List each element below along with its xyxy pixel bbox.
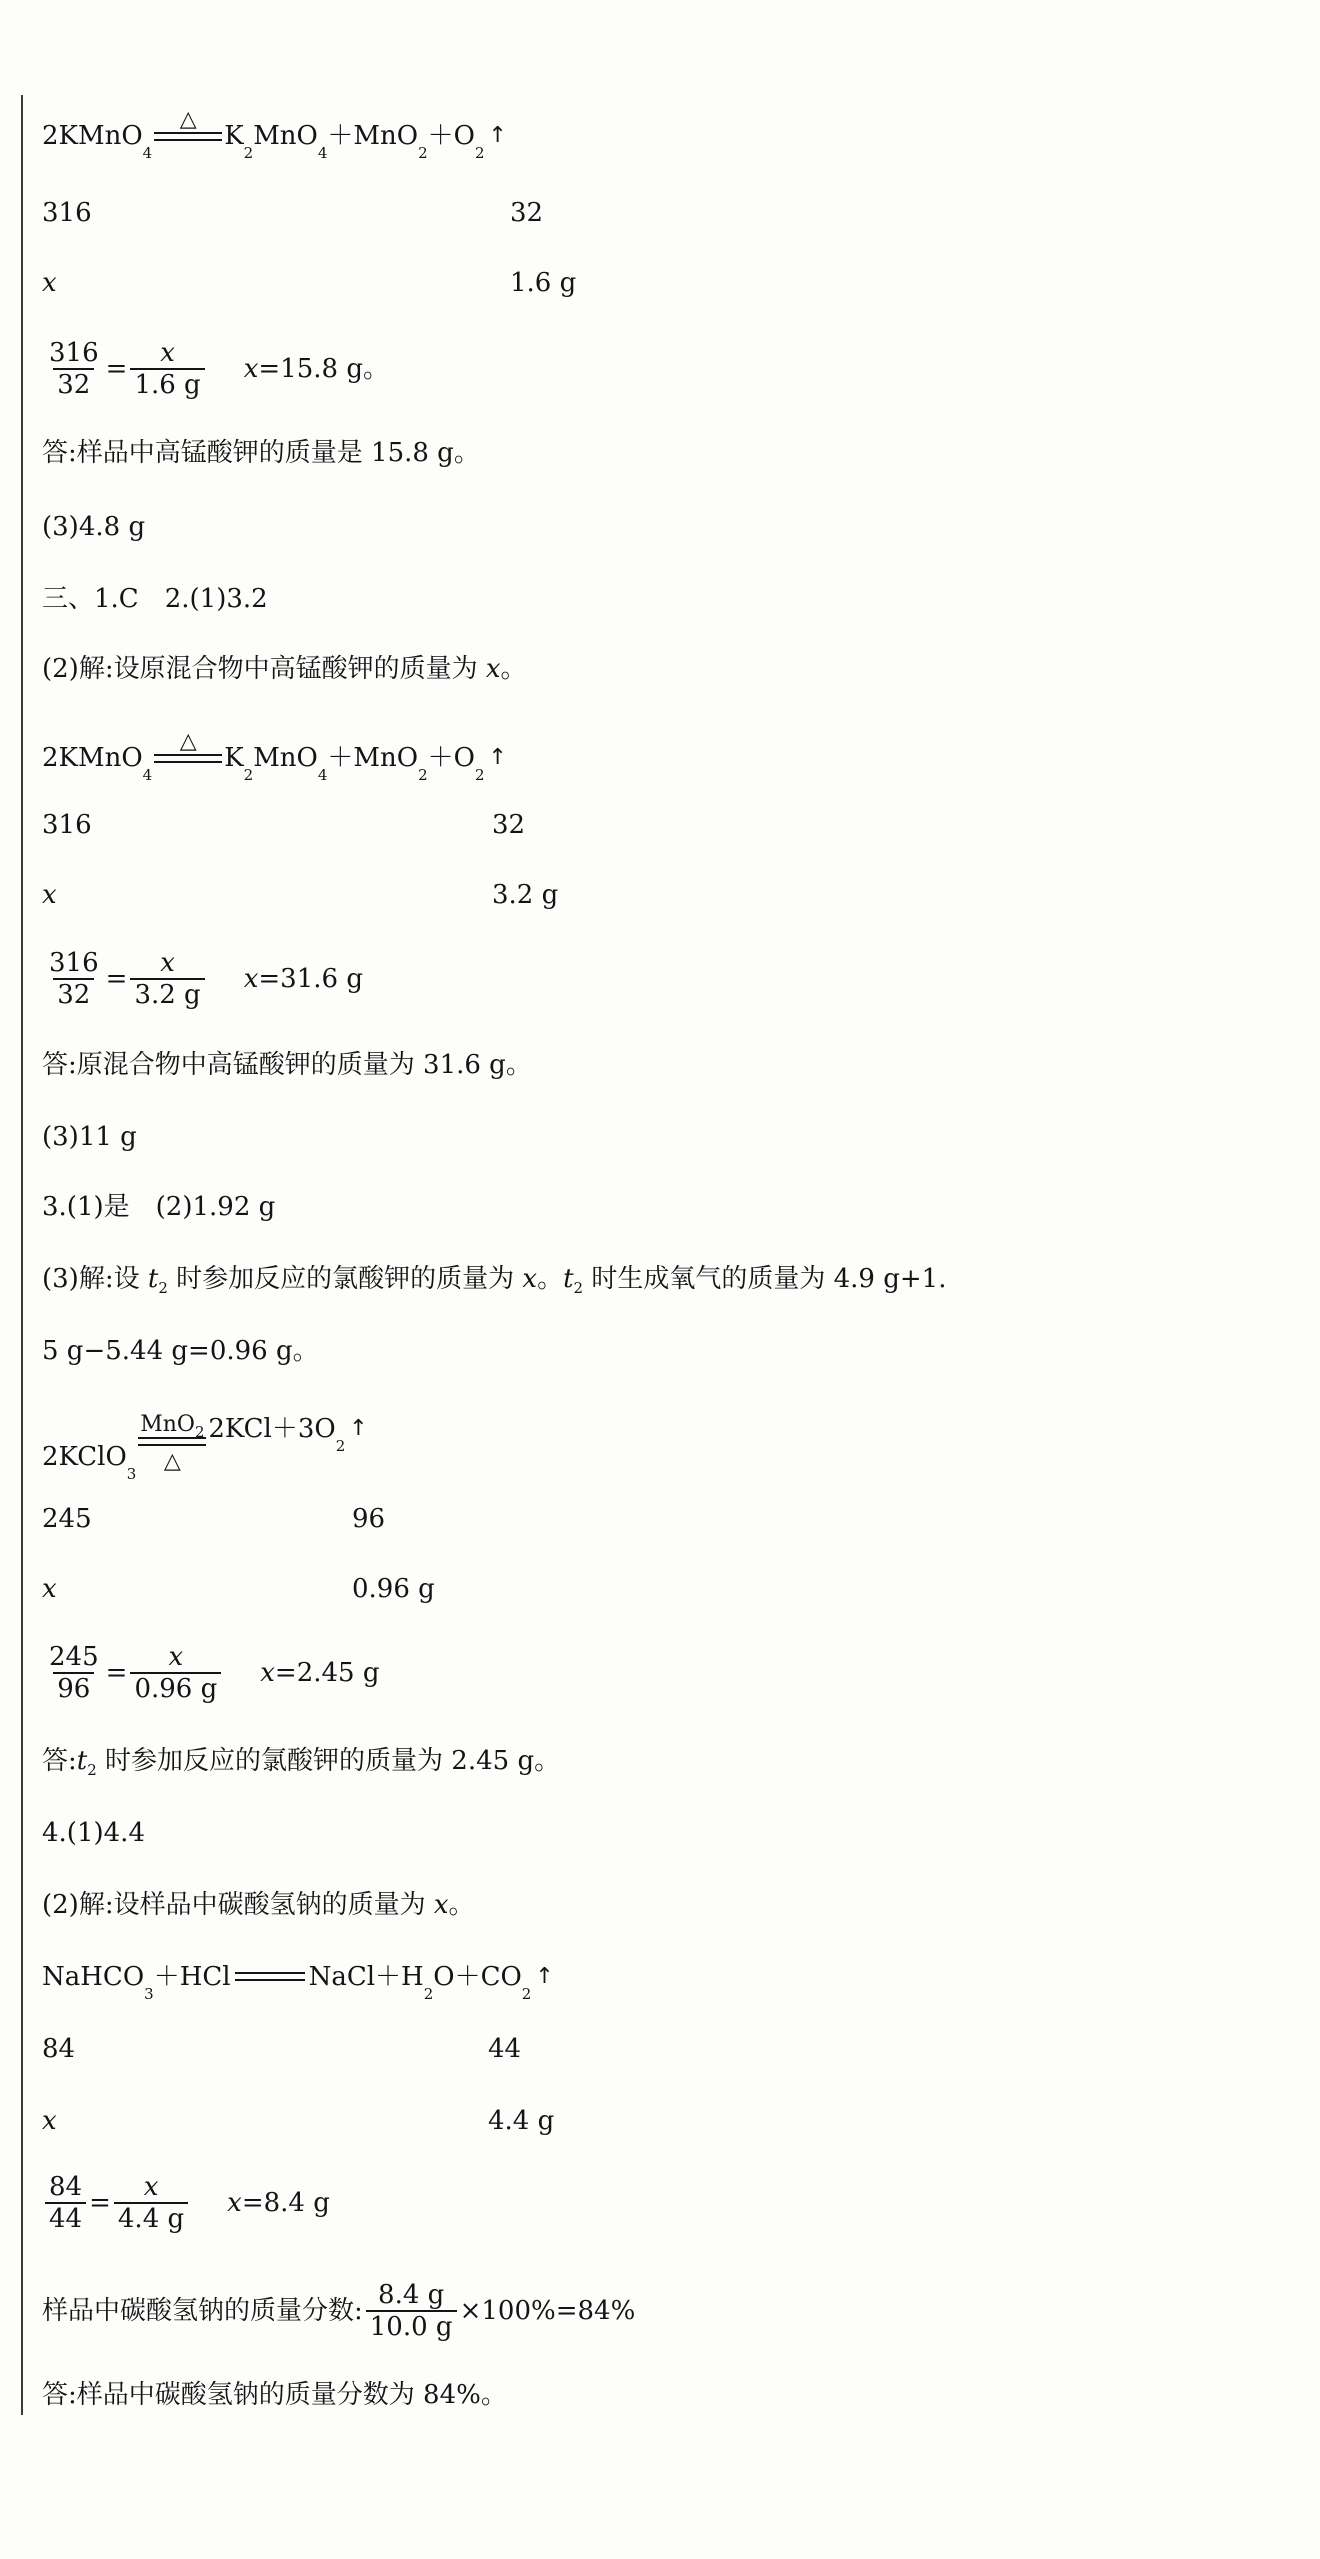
result-value: =15.8 g。 xyxy=(258,354,389,384)
equation-kclo3: 2KClO 3 MnO$_2$ △ 2KCl＋3O 2 ↑ xyxy=(42,1412,368,1483)
fraction xyxy=(130,338,204,400)
molar-mass-left: 316 xyxy=(42,810,92,840)
numerator: x xyxy=(160,948,175,978)
known-mass-right: 1.6 g xyxy=(510,268,577,298)
fraction xyxy=(130,948,204,1010)
answer-text: 时参加反应的氯酸钾的质量为 2.45 g。 xyxy=(96,1746,561,1776)
catalyst-label xyxy=(140,1412,205,1441)
denominator: 4.4 g xyxy=(114,2202,188,2234)
molar-mass-right: 32 xyxy=(510,198,544,228)
known-mass-right: 3.2 g xyxy=(492,880,559,910)
mass-fraction-result: ×100%=84% xyxy=(459,2296,636,2326)
fraction xyxy=(45,338,103,400)
proportion-line xyxy=(42,336,389,400)
denominator: 32 xyxy=(53,368,94,400)
eq-product: 2KCl＋3O xyxy=(208,1414,336,1444)
mass-fraction-line xyxy=(42,2280,635,2342)
unknown-left: x xyxy=(42,268,57,298)
proportion-line xyxy=(42,2170,330,2234)
heat-symbol: △ xyxy=(179,107,197,132)
gas-arrow-icon: ↑ xyxy=(349,1416,368,1441)
gas-arrow-icon: ↑ xyxy=(488,745,507,770)
heat-symbol: △ xyxy=(179,729,197,754)
result-variable: x xyxy=(260,1658,275,1688)
setup-text: 。 xyxy=(537,1264,564,1294)
numerator: 8.4 g xyxy=(378,2280,445,2310)
eq-sub: 2 xyxy=(194,1423,205,1441)
eq-product: ＋O xyxy=(427,121,475,151)
setup-text: 。 xyxy=(500,654,527,684)
mass-fraction-label: 样品中碳酸氢钠的质量分数: xyxy=(42,2296,363,2326)
equal-bars xyxy=(235,1972,305,1981)
equal-bars xyxy=(154,754,222,763)
gas-arrow-icon: ↑ xyxy=(535,1964,554,1989)
setup-variable: x xyxy=(485,654,501,684)
section-header: 4.(1)4.4 xyxy=(42,1818,145,1848)
eq-product: ＋MnO xyxy=(327,743,419,773)
eq-product: NaCl＋H xyxy=(308,1962,424,1992)
fraction xyxy=(45,1642,103,1704)
eq-reactant: 2KMnO xyxy=(42,743,143,773)
denominator: 10.0 g xyxy=(366,2310,457,2342)
setup-line xyxy=(42,1262,946,1296)
setup-line-2: 5 g−5.44 g=0.96 g。 xyxy=(42,1336,319,1366)
result-value: =2.45 g xyxy=(274,1658,380,1688)
proportion-line xyxy=(42,1640,380,1704)
equal-sign: = xyxy=(105,1658,128,1688)
denominator: 96 xyxy=(53,1672,94,1704)
answer-line: 答:原混合物中高锰酸钾的质量为 31.6 g。 xyxy=(42,1050,532,1080)
known-mass-right: 4.4 g xyxy=(488,2106,555,2136)
eq-reactant: 2KClO xyxy=(42,1442,127,1472)
catalyst-text: MnO xyxy=(140,1412,195,1437)
eq-sub: 2 xyxy=(573,1279,584,1297)
answer-line: 答:样品中碳酸氢钠的质量分数为 84%。 xyxy=(42,2380,507,2410)
numerator: x xyxy=(168,1642,184,1672)
eq-reactant: NaHCO xyxy=(42,1962,145,1992)
eq-product: ＋MnO xyxy=(327,121,419,151)
answer-text: 答: xyxy=(42,1746,77,1776)
denominator: 32 xyxy=(53,978,94,1010)
margin-line xyxy=(21,95,23,2415)
setup-text: (2)解:设原混合物中高锰酸钾的质量为 xyxy=(42,654,486,684)
fraction xyxy=(366,2280,457,2342)
setup-variable: x xyxy=(522,1264,538,1294)
unknown-left: x xyxy=(42,2106,57,2136)
setup-variable: x xyxy=(433,1890,449,1920)
equal-bars xyxy=(154,132,222,141)
numerator: x xyxy=(160,338,175,368)
eq-product: MnO xyxy=(253,743,318,773)
eq-reactant: ＋HCl xyxy=(153,1962,231,1992)
denominator: 3.2 g xyxy=(130,978,204,1010)
reaction-condition xyxy=(154,730,222,775)
equation-kmno4-1: 2KMnO 4 △ K 2 MnO 4 ＋MnO 2 ＋O 2 ↑ xyxy=(42,107,507,162)
eq-product: K xyxy=(224,121,244,151)
equal-sign: = xyxy=(105,964,128,994)
molar-mass-left: 84 xyxy=(42,2034,76,2064)
fraction xyxy=(45,948,103,1010)
unknown-left: x xyxy=(42,880,57,910)
equal-sign: = xyxy=(89,2188,111,2218)
eq-sub: 2 xyxy=(158,1279,168,1297)
gas-arrow-icon: ↑ xyxy=(488,123,507,148)
fraction xyxy=(45,2172,86,2234)
part-3-answer: (3)11 g xyxy=(42,1122,137,1152)
eq-product: MnO xyxy=(253,121,318,151)
known-mass-right: 0.96 g xyxy=(352,1574,435,1604)
result-variable: x xyxy=(243,354,259,384)
numerator: 245 xyxy=(49,1642,99,1672)
equation-kmno4-2: 2KMnO 4 △ K 2 MnO 4 ＋MnO 2 ＋O 2 ↑ xyxy=(42,729,507,784)
reaction-condition xyxy=(138,1413,206,1474)
denominator: 1.6 g xyxy=(130,368,204,400)
numerator: x xyxy=(143,2172,159,2202)
eq-reactant: 2KMnO xyxy=(42,121,143,151)
fraction xyxy=(130,1642,221,1704)
setup-line xyxy=(42,1888,475,1922)
setup-text: 时参加反应的氯酸钾的质量为 xyxy=(167,1264,523,1294)
result-variable: x xyxy=(227,2188,242,2218)
eq-product: ＋O xyxy=(427,743,475,773)
equal-sign: = xyxy=(105,354,128,384)
section-header: 3.(1)是 (2)1.92 g xyxy=(42,1192,276,1222)
answer-line xyxy=(42,1744,560,1778)
setup-text: (2)解:设样品中碳酸氢钠的质量为 xyxy=(42,1890,434,1920)
molar-mass-right: 44 xyxy=(488,2034,522,2064)
numerator: 316 xyxy=(49,338,99,368)
setup-text: 。 xyxy=(448,1890,475,1920)
time-variable: t xyxy=(563,1264,574,1294)
section-header: 三、1.C 2.(1)3.2 xyxy=(42,584,268,614)
heat-symbol: △ xyxy=(163,1449,181,1474)
numerator: 316 xyxy=(49,948,99,978)
result-value: =8.4 g xyxy=(241,2188,330,2218)
result-variable: x xyxy=(243,964,259,994)
eq-product: K xyxy=(224,743,244,773)
part-3-answer: (3)4.8 g xyxy=(42,512,146,542)
setup-line xyxy=(42,652,527,686)
molar-mass-left: 316 xyxy=(42,198,92,228)
reaction-condition xyxy=(235,1972,305,1994)
eq-sub: 2 xyxy=(87,1761,97,1779)
denominator: 0.96 g xyxy=(130,1672,221,1704)
molar-mass-right: 32 xyxy=(492,810,526,840)
time-variable: t xyxy=(76,1746,88,1776)
fraction xyxy=(114,2172,188,2234)
molar-mass-right: 96 xyxy=(352,1504,386,1534)
result-value: =31.6 g xyxy=(258,964,363,994)
unknown-left: x xyxy=(42,1574,57,1604)
setup-text: (3)解:设 xyxy=(42,1264,148,1294)
numerator: 84 xyxy=(49,2172,83,2202)
proportion-line xyxy=(42,946,363,1010)
time-variable: t xyxy=(147,1264,159,1294)
equal-bars xyxy=(138,1437,206,1446)
eq-product: O＋CO xyxy=(433,1962,522,1992)
answer-line: 答:样品中高锰酸钾的质量是 15.8 g。 xyxy=(42,438,480,468)
molar-mass-left: 245 xyxy=(42,1504,92,1534)
equation-nahco3: NaHCO 3 ＋HCl NaCl＋H 2 O＋CO 2 ↑ xyxy=(42,1962,554,2003)
setup-text: 时生成氧气的质量为 4.9 g+1. xyxy=(583,1264,947,1294)
denominator: 44 xyxy=(45,2202,86,2234)
reaction-condition xyxy=(154,108,222,153)
